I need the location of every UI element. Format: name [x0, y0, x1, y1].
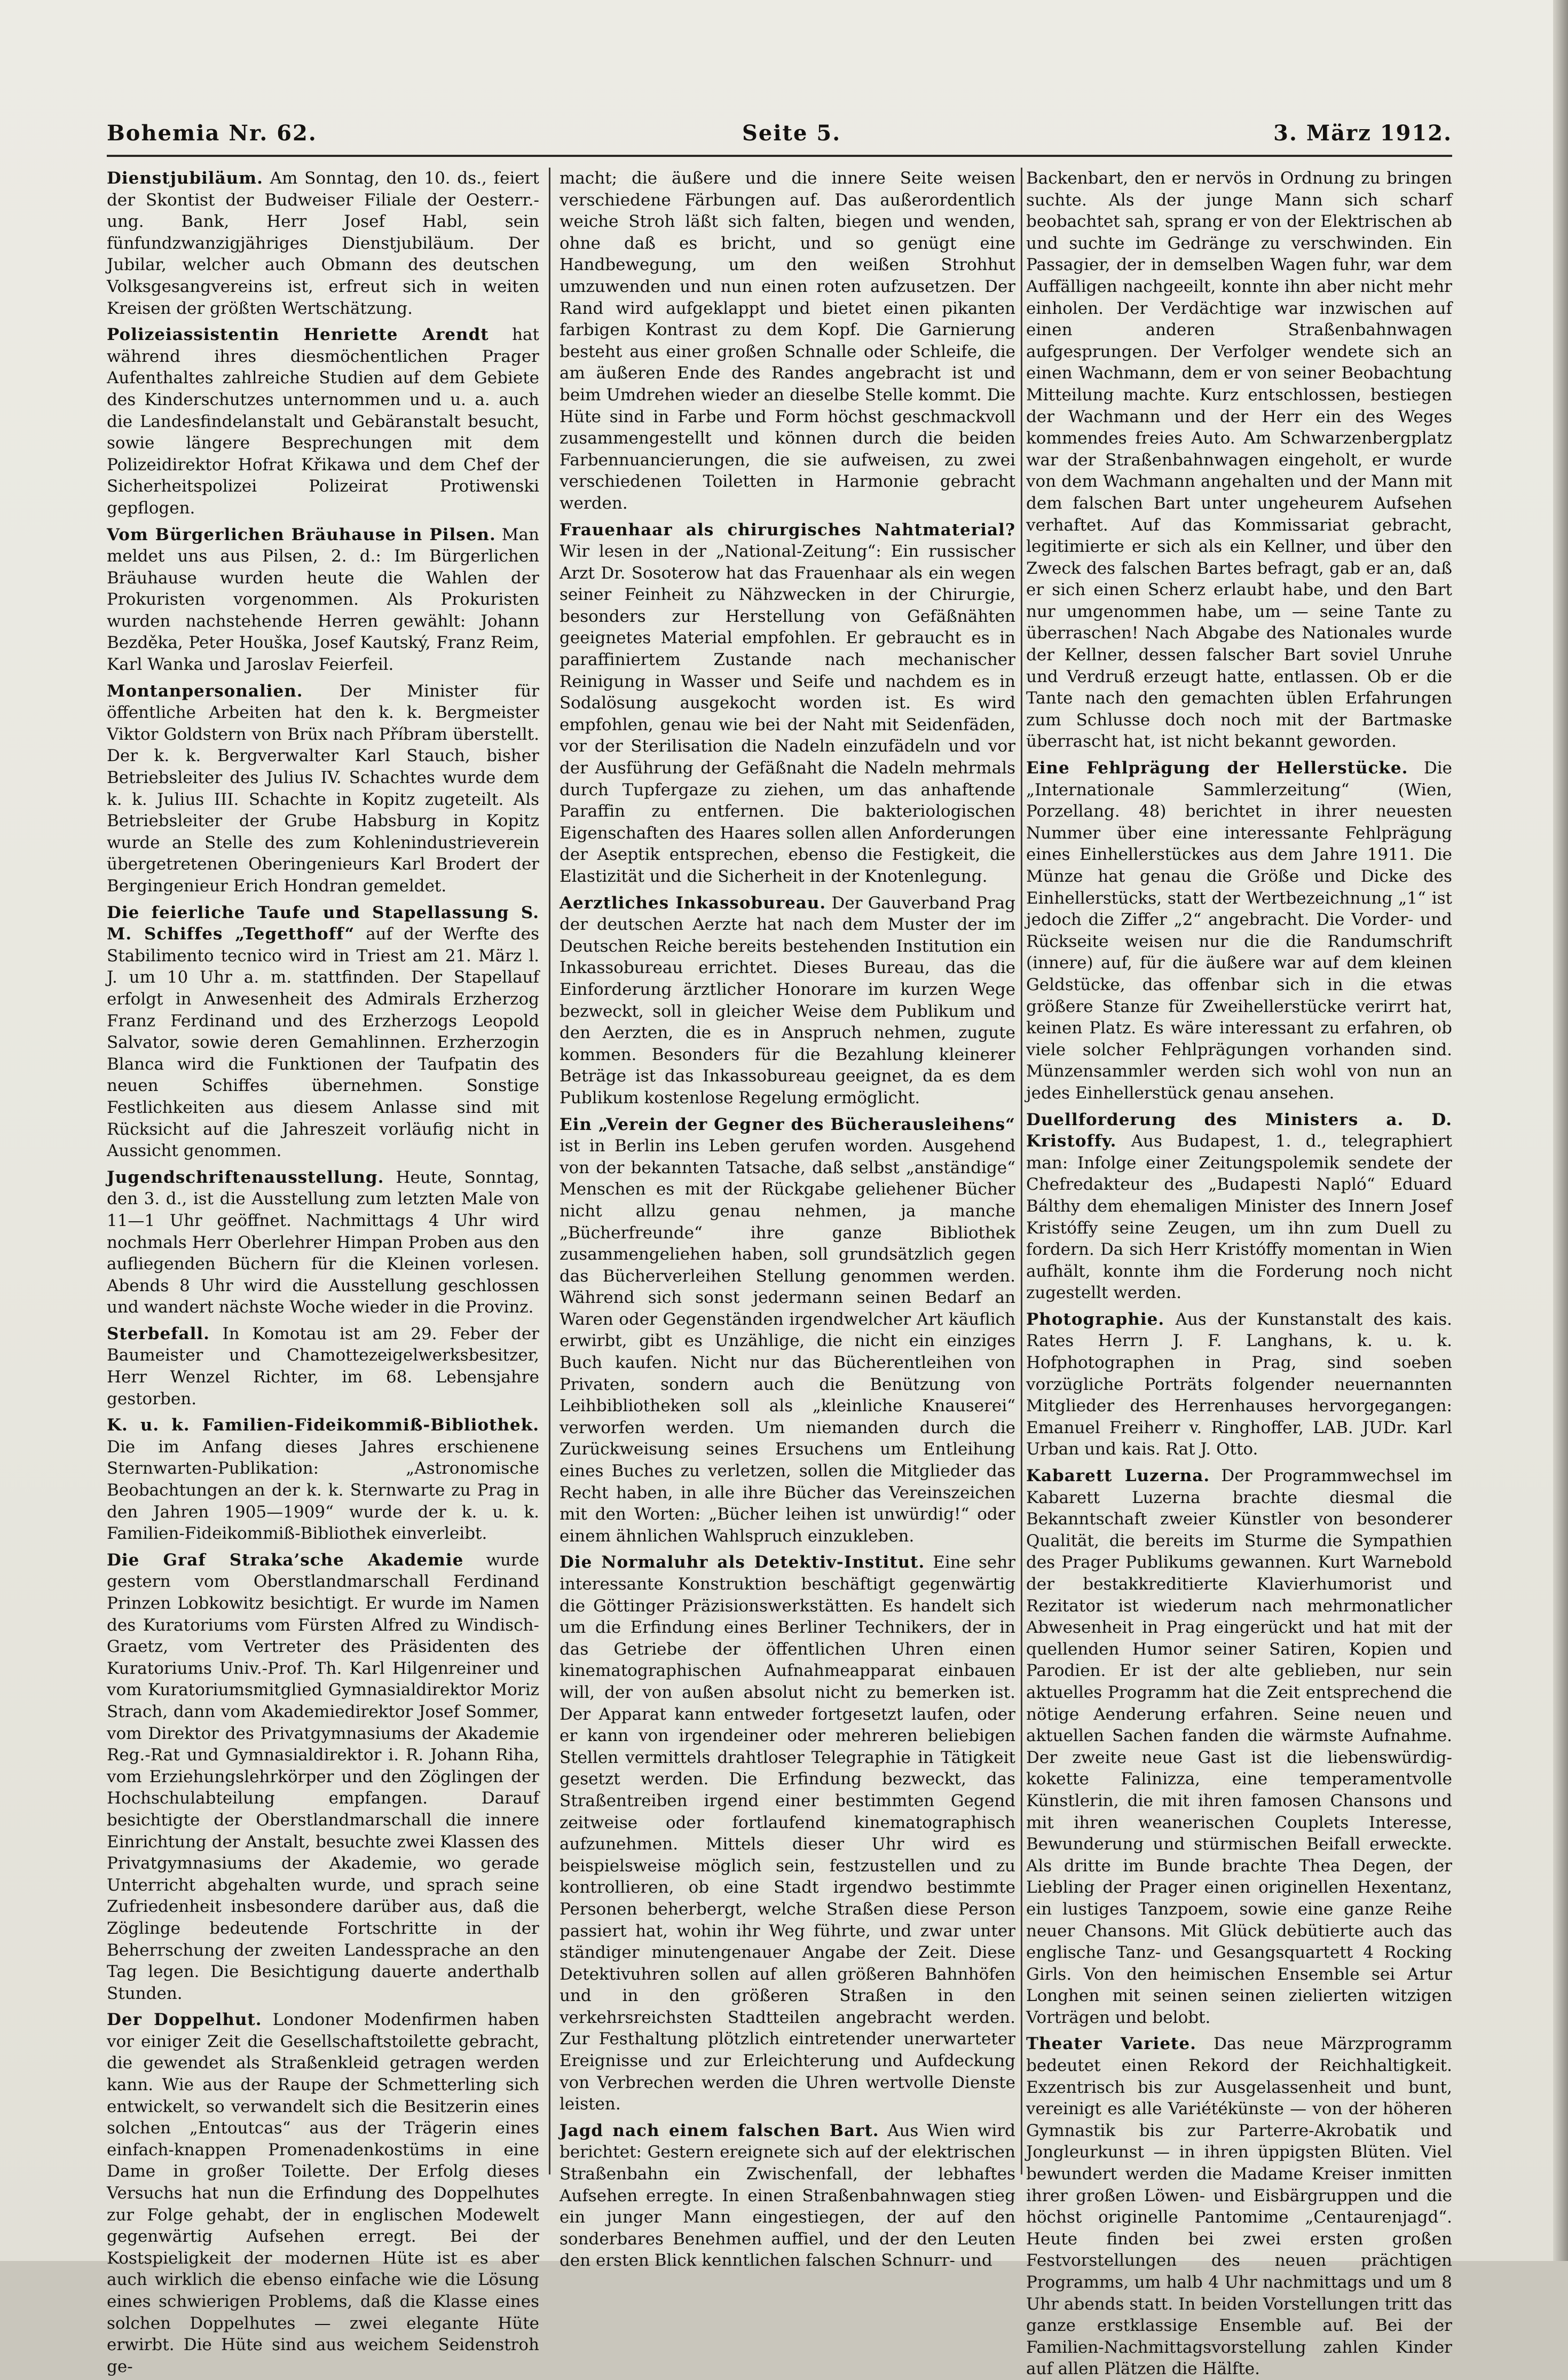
article-headline: Kabarett Luzerna. — [1026, 1466, 1210, 1486]
article-headline: K. u. k. Familien-Fideikommiß-Bibliothek. — [107, 1416, 539, 1435]
article-text: Der Gauverband Prag der deutschen Aerzte hat nach dem Muster der im Deutschen Reiche bereits bestehenden Institution ein Inkassobureau errichtet. Dieses Bureau, das die Einforderung ärztlicher Honorare im kurzen Wege bezweckt, soll in gleicher Weise dem Publikum und den Aerzten, die es in Anspruch nehmen, zugute kommen. Besonders für die Bezahlung kleinerer Beträge ist das Inkassobureau geeignet, da es dem Publikum kostenlose Regelung ermöglicht. — [560, 893, 1016, 1108]
article-text: auf der Werfte des Stabilimento tecnico wird in Triest am 21. März l. J. um 10 Uhr a. m. stattfinden. Der Stapellauf erfolgt in Anwesenheit des Admirals Erzherzog Franz Ferdinand und des Erzherzogs Leopold Salvator, sowie deren Gemahlinnen. Erzherzogin Blanca wird die Funktionen der Taufpatin des neuen Schiffes übernehmen. Sonstige Festlichkeiten aus diesem Anlasse sind mit Rücksicht auf die Jahreszeit vorläufig nicht in Aussicht genommen. — [107, 924, 539, 1161]
article-headline: Jagd nach einem falschen Bart. — [560, 2121, 879, 2140]
article-text: Man meldet uns aus Pilsen, 2. d.: Im Bürgerlichen Bräuhause wurden heute die Wahlen der Prokuristen vorgenommen. Als Prokuristen wurden nachstehende Herren gewählt: Johann Bezděka, Peter Houška, Josef Kautský, Franz Reim, Karl Wanka und Jaroslav Feierfeil. — [107, 525, 539, 675]
article-paragraph — [107, 2009, 539, 2377]
page-header — [107, 118, 1452, 157]
article-paragraph — [560, 2120, 1015, 2272]
article-paragraph — [107, 1549, 539, 2004]
article-paragraph — [107, 324, 539, 519]
article-headline: Dienstjubiläum. — [107, 169, 263, 188]
article-paragraph — [1026, 1109, 1452, 1304]
article-paragraph — [107, 902, 539, 1162]
article-text: In Komotau ist am 29. Feber der Baumeister und Chamottezeigelwerksbesitzer, Herr Wenzel Richter, im 68. Lebensjahre gestorben. — [107, 1324, 539, 1409]
article-text: Aus Wien wird berichtet: Gestern ereignete sich auf der elektrischen Straßenbahn ein Zwischenfall, der lebhaftes Aufsehen erregte. In einen Straßenbahnwagen stieg ein junger Mann eingestiegen, der auf den sonderbares Benehmen auffiel, und der den Leuten den ersten Blick kenntlichen falschen Schnurr- und — [560, 2121, 1016, 2271]
article-headline: Ein „Verein der Gegner des Bücherausleihens“ — [560, 1114, 1015, 1134]
article-text: Backenbart, den er nervös in Ordnung zu bringen suchte. Als der junge Mann sich scharf beobachtet sah, sprang er von der Elektrischen ab und suchte im Gedränge zu verschwinden. Ein Passagier, der in demselben Wagen fuhr, war dem Auffälligen nachgeeilt, konnte ihn aber nicht mehr einholen. Der Verdächtige war inzwischen auf einen anderen Straßenbahnwagen aufgesprungen. Der Verfolger wendete sich an einen Wachmann, dem er von seiner Beobachtung Mitteilung machte. Kurz entschlossen, bestiegen der Wachmann und der Herr ein des Weges kommendes freies Auto. Am Schwarzenbergplatz war der Straßenbahnwagen eingeholt, er wurde von dem Wachmann angehalten und der Mann mit dem falschen Bart unter ungeheurem Aufsehen verhaftet. Auf das Kommissariat gebracht, legitimierte er sich als ein Kellner, und über den Zweck des falschen Bartes befragt, gab er an, daß er sich einen Scherz erlaubt habe, und den Bart nur umgenommen habe, um — seine Tante zu überraschen! Nach Abgabe des Nationales wurde der Kellner, dessen falscher Bart soviel Unruhe und Verdruß erzeugt hatte, entlassen. Ob er die Tante nach den gemachten üblen Erfahrungen zum Schlusse doch noch mit der Bartmaske überrascht hat, ist nicht bekannt geworden. — [1026, 169, 1452, 752]
article-text: Die „Internationale Sammlerzeitung“ (Wien, Porzellang. 48) berichtet in ihrer neuesten Nummer über eine interessante Fehlprägung eines Einhellerstückes aus dem Jahre 1911. Die Münze hat genau die Größe und Dicke des Einhellerstücks, statt der Wertbezeichnung „1“ ist jedoch die Ziffer „2“ angebracht. Die Vorder- und Rückseite weisen nur die die Randumschrift (innere) auf, für die äußere war auf dem kleinen Geldstücke, das offenbar sich in die etwas größere Stanze für Zweihellerstücke verirrt hat, keinen Platz. Es wäre interessant zu erfahren, ob viele solcher Fehlprägungen vorhanden sind. Münzensammler werden sich wohl von nun an jedes Einhellerstück genau ansehen. — [1026, 758, 1452, 1103]
column-1 — [107, 168, 540, 2376]
column-3 — [1026, 168, 1453, 2379]
article-headline: Photographie. — [1026, 1309, 1165, 1329]
article-text: Die im Anfang dieses Jahres erschienene Sternwarten-Publikation: „Astronomische Beobachtungen an der k. k. Sternwarte zu Prag in den Jahren 1905—1909“ wurde der k. u. k. Familien-Fideikommiß-Bibliothek einverleibt. — [107, 1437, 539, 1544]
article-headline: Die feierliche Taufe und Stapellassung S. M. Schiffes „Tegetthoff“ — [107, 903, 539, 944]
article-text: Der Minister für öffentliche Arbeiten hat den k. k. Bergmeister Viktor Goldstern von Brüx nach Příbram überstellt. Der k. k. Bergverwalter Karl Stauch, bisher Betriebsleiter des Julius IV. Schachtes wurde dem k. k. Julius III. Schachte in Kopitz zugeteilt. Als Betriebsleiter der Grube Habsburg in Kopitz wurde an Stelle des zum Kohlenindustrieverein übergetretenen Oberingenieurs Karl Brodert der Bergingenieur Erich Hondran gemeldet. — [107, 681, 539, 896]
article-headline: Montanpersonalien. — [107, 681, 303, 701]
article-headline: Aerztliches Inkassobureau. — [560, 893, 826, 913]
article-text: Heute, Sonntag, den 3. d., ist die Ausstellung zum letzten Male von 11—1 Uhr geöffnet. Nachmittags 4 Uhr wird nochmals Herr Oberlehrer Himpan Proben aus den aufliegenden Büchern für die Kleinen vorlesen. Abends 8 Uhr wird die Ausstellung geschlossen und wandert nächste Woche wieder in die Provinz. — [107, 1167, 540, 1317]
article-text: Am Sonntag, den 10. ds., feiert der Skontist der Budweiser Filiale der Oesterr.-ung. Bank, Herr Josef Habl, sein fünfundzwanzigjähriges Dienstjubiläum. Der Jubilar, welcher auch Obmann des deutschen Volksgesangvereins ist, erfreut sich in weiten Kreisen der größten Wertschätzung. — [107, 169, 539, 318]
column-divider — [549, 168, 550, 2175]
article-headline: Theater Variete. — [1026, 2034, 1196, 2054]
article-headline: Polizeiassistentin Henriette Arendt — [107, 325, 489, 345]
article-headline: Duellforderung des Ministers a. D. Kristoffy. — [1026, 1110, 1452, 1151]
article-paragraph — [107, 524, 539, 676]
article-headline: Vom Bürgerlichen Bräuhause in Pilsen. — [107, 525, 496, 544]
article-text: macht; die äußere und die innere Seite weisen verschiedene Färbungen auf. Das außerordentlich weiche Stroh läßt sich falten, biegen und wenden, ohne daß es bricht, und so genügt eine Handbewegung, um den weißen Strohhut umzuwenden und nun einen roten aufzusetzen. Der Rand wird aufgeklappt und bietet einen pikanten farbigen Kontrast zu dem Kopf. Die Garnierung besteht aus einer großen Schnalle oder Schleife, die am äußeren Ende des Randes angebracht ist und beim Umdrehen wieder an dieselbe Stelle kommt. Die Hüte sind in Farbe und Form höchst geschmackvoll zusammengestellt und können durch die beiden Farbennuancierungen, die sie aufweisen, zu zwei verschiedenen Toiletten in Harmonie gebracht werden. — [560, 169, 1015, 513]
article-headline: Eine Fehlprägung der Hellerstücke. — [1026, 758, 1408, 778]
article-headline: Jugendschriftenausstellung. — [107, 1167, 384, 1187]
article-text: Das neue Märzprogramm bedeutet einen Rekord der Reichhaltigkeit. Exzentrisch bis zur Ausgelassenheit und bunt, vereinigt es alle Variétékünste — von der höheren Gymnastik bis zur Parterre-Akrobatik und Jongleurkunst — in ihren üppigsten Blüten. Viel bewundert werden die Madame Kreiser inmitten ihrer großen Löwen- und Eisbärgruppen und die höchst originelle Pantomime „Centaurenjagd“. Heute finden bei zwei ersten großen Festvorstellungen des neuen prächtigen Programms, um halb 4 Uhr nachmittags und um 8 Uhr abends statt. In beiden Vorstellungen tritt das ganze erstklassige Ensemble auf. Bei der Familien-Nachmittagsvorstellung zahlen Kinder auf allen Plätzen die Hälfte. — [1026, 2034, 1452, 2379]
article-paragraph — [560, 168, 1015, 515]
article-paragraph — [1026, 168, 1452, 753]
article-headline: Der Doppelhut. — [107, 2010, 262, 2030]
article-text: ist in Berlin ins Leben gerufen worden. Ausgehend von der bekannten Tatsache, daß selbst „anständige“ Menschen es mit der Rückgabe geliehener Bücher nicht allzu genau nehmen, ja manche „Bücherfreunde“ ihre ganze Bibliothek zusammengeliehen haben, soll grundsätzlich gegen das Bücherverleihen Stellung genommen werden. Während sich sonst jedermann seinen Bedarf an Waren oder Gegenständen irgendwelcher Art käuflich erwirbt, gibt es Unzählige, die nicht ein einziges Buch kaufen. Nicht nur das Bücherentleihen von Privaten, sondern auch die Benützung von Leihbibliotheken soll als „kleinliche Knauserei“ verworfen werden. Um niemanden durch die Zurückweisung seines Ersuchens um Entleihung eines Buches zu verletzen, sollen die Mitglieder das Recht haben, in alle ihre Bücher das Vereinszeichen mit den Worten: „Bücher leihen ist unwürdig!“ oder einem ähnlichen Wahlspruch einzukleben. — [560, 1136, 1015, 1546]
article-paragraph — [107, 1167, 539, 1318]
article-text: wurde gestern vom Oberstlandmarschall Ferdinand Prinzen Lobkowitz besichtigt. Er wurde im Namen des Kuratoriums vom Fürsten Alfred zu Windisch-Graetz, vom Vertreter des Präsidenten des Kuratoriums Univ.-Prof. Th. Karl Hilgenreiner und vom Kuratoriumsmitglied Gymnasialdirektor Moriz Strach, dann vom Akademiedirektor Josef Sommer, vom Direktor des Privatgymnasiums der Akademie Reg.-Rat und Gymnasialdirektor i. R. Johann Riha, vom Erziehungslehrkörper und den Zöglingen der Hochschulabteilung empfangen. Darauf besichtigte der Oberstlandmarschall die innere Einrichtung der Anstalt, besuchte zwei Klassen des Privatgymnasiums der Akademie, wo gerade Unterricht abgehalten wurde, und sprach seine Zufriedenheit insbesondere darüber aus, daß die Zöglinge bedeutende Fortschritte in der Beherrschung der zweiten Landessprache an den Tag legen. Die Besichtigung dauerte anderthalb Stunden. — [107, 1550, 539, 2003]
page-edge-shadow — [1553, 0, 1568, 2261]
article-paragraph — [107, 1414, 539, 1545]
article-headline: Die Graf Straka’sche Akademie — [107, 1550, 464, 1570]
article-paragraph — [1026, 2033, 1452, 2380]
column-2 — [560, 168, 1016, 2271]
article-paragraph — [1026, 1465, 1452, 2028]
article-paragraph — [560, 892, 1015, 1109]
article-headline: Frauenhaar als chirurgisches Nahtmaterial? — [560, 520, 1015, 540]
article-text: Eine sehr interessante Konstruktion beschäftigt gegenwärtig die Göttinger Präzisionswerkstätten. Es handelt sich um die Erfindung eines Berliner Technikers, der in das Getriebe der öffentlichen Uhren einen kinematographischen Aufnahmeapparat einbauen will, der von außen absolut nicht zu bemerken ist. Der Apparat kann entweder fortgesetzt laufen, oder er kann von irgendeiner oder mehreren beliebigen Stellen vermittels drahtloser Telegraphie in Tätigkeit gesetzt werden. Die Erfindung bezweckt, das Straßentreiben irgend einer bestimmten Gegend zeitweise oder fortlaufend kinematographisch aufzunehmen. Mittels dieser Uhr wird es beispielsweise möglich sein, festzustellen und zu kontrollieren, ob eine Stadt irgendwo bestimmte Personen beherbergt, welche Straßen diese Person passiert hat, wohin ihr Weg führte, und zwar unter ständiger minutengenauer Angabe der Zeit. Diese Detektivuhren sollen auf allen größeren Bahnhöfen und in den größeren Straßen in den verkehrsreichsten Stadtteilen angebracht werden. Zur Festhaltung plötzlich eintretender unerwarteter Ereignisse und zur Erleichterung und Aufdeckung von Verbrechen werden die Uhren wertvolle Dienste leisten. — [560, 1553, 1015, 2114]
article-paragraph — [107, 168, 539, 319]
article-paragraph — [560, 1552, 1015, 2115]
article-paragraph — [107, 681, 539, 897]
header-page-number: Seite 5. — [742, 121, 841, 146]
article-text: Aus Budapest, 1. d., telegraphiert man: Infolge einer Zeitungspolemik sendete der Chefredakteur des „Budapesti Napló“ Eduard Bálthy dem ehemaligen Minister des Innern Josef Kristóffy seine Zeugen, um ihn zum Duell zu fordern. Da sich Herr Kristóffy momentan in Wien aufhält, konnte ihm die Forderung noch nicht zugestellt werden. — [1026, 1132, 1452, 1303]
header-newspaper-issue: Bohemia Nr. 62. — [107, 121, 317, 146]
column-divider — [1021, 168, 1022, 2175]
article-paragraph — [107, 1323, 539, 1410]
header-date: 3. März 1912. — [1273, 121, 1452, 146]
article-paragraph — [560, 519, 1015, 888]
article-text: Aus der Kunstanstalt des kais. Rates Herrn J. F. Langhans, k. u. k. Hofphotographen in Prag, sind soeben vorzügliche Porträts folgender neuernannten Mitglieder des Herrenhauses hervorgegangen: Emanuel Freiherr v. Ringhoffer, LAB. JUDr. Karl Urban und kais. Rat J. Otto. — [1026, 1309, 1453, 1459]
article-paragraph — [1026, 1309, 1452, 1460]
article-paragraph — [560, 1114, 1015, 1547]
article-text: Der Programmwechsel im Kabarett Luzerna brachte diesmal die Bekanntschaft zweier Künstler von besonderer Qualität, die bereits im Sturme die Sympathien des Prager Publikums gewannen. Kurt Warnebold der bestakkreditierte Klavierhumorist und Rezitator ist wiederum nach mehrmonatlicher Abwesenheit in Prag eingerückt und hat mit der quellenden Humor seiner Satiren, Kopien und Parodien. Er ist der alte geblieben, nur sein aktuelles Programm hat die Zeit entsprechend die nötige Aenderung erfahren. Seine neuen und aktuellen Sachen fanden die wärmste Aufnahme. Der zweite neue Gast ist die liebenswürdig-kokette Falinizza, eine temperamentvolle Künstlerin, die mit ihren famosen Chansons und mit ihren weanerischen Couplets Interesse, Bewunderung und stürmischen Beifall erweckte. Als dritte im Bunde brachte Thea Degen, der Liebling der Prager einen originellen Hexentanz, ein lustiges Tanzpoem, sowie eine ganze Reihe neuer Chansons. Mit Glück debütierte auch das englische Tanz- und Gesangsquartett 4 Rocking Girls. Von den heimischen Ensemble sei Artur Longhen mit seinen seinen zielierten witzigen Vorträgen und belobt. — [1026, 1466, 1452, 2027]
article-headline: Die Normaluhr als Detektiv-Institut. — [560, 1553, 925, 1572]
article-headline: Sterbefall. — [107, 1324, 210, 1343]
article-text: hat während ihres diesmöchentlichen Prager Aufenthaltes zahlreiche Studien auf dem Gebiete des Kinderschutzes unternommen und u. a. auch die Landesfindelanstalt und Gebäranstalt besucht, sowie längere Besprechungen mit dem Polizeidirektor Hofrat Křikawa und dem Chef der Sicherheitspolizei Polizeirat Protiwenski gepflogen. — [107, 325, 539, 518]
article-text: Wir lesen in der „National-Zeitung“: Ein russischer Arzt Dr. Sosoterow hat das Frauenhaar als ein wegen seiner Feinheit zu Nähzwecken in der Chirurgie, besonders zur Herstellung von Gefäßnähten geeignetes Material empfohlen. Er gebraucht es in paraffiniertem Zustande nach mechanischer Reinigung in Wasser und Seife und nachdem es in Sodalösung ausgekocht worden ist. Es wird empfohlen, genau wie bei der Naht mit Seidenfäden, vor der Sterilisation die Nadeln einzufädeln und vor der Ausführung der Gefäßnaht die Nadeln mehrmals durch Tupfergaze zu ziehen, um das anhaftende Paraffin zu entfernen. Die bakteriologischen Eigenschaften des Haares sollen allen Anforderungen der Aseptik entsprechen, ebenso die Festigkeit, die Elastizität und die Sicherheit in der Knotenlegung. — [560, 542, 1015, 886]
article-text: Londoner Modenfirmen haben vor einiger Zeit die Gesellschaftstoilette gebracht, die gewendet als Straßenkleid getragen werden kann. Wie aus der Raupe der Schmetterling sich entwickelt, so verwandelt sich die Besitzerin eines solchen „Entoutcas“ aus der Trägerin eines einfach-knappen Promenadenkostüms in eine Dame in großer Toilette. Der Erfolg dieses Versuchs hat nun die Erfindung des Doppelhutes zur Folge gehabt, der in englischen Modewelt gegenwärtig Aufsehen erregt. Bei der Kostspieligkeit der modernen Hüte ist es aber auch wirklich die ebenso einfache wie die Lösung eines schwierigen Problems, daß die Klasse eines solchen Doppelhutes — zwei elegante Hüte erwirbt. Die Hüte sind aus weichem Seidenstroh ge- — [107, 2010, 539, 2376]
article-paragraph — [1026, 757, 1452, 1104]
